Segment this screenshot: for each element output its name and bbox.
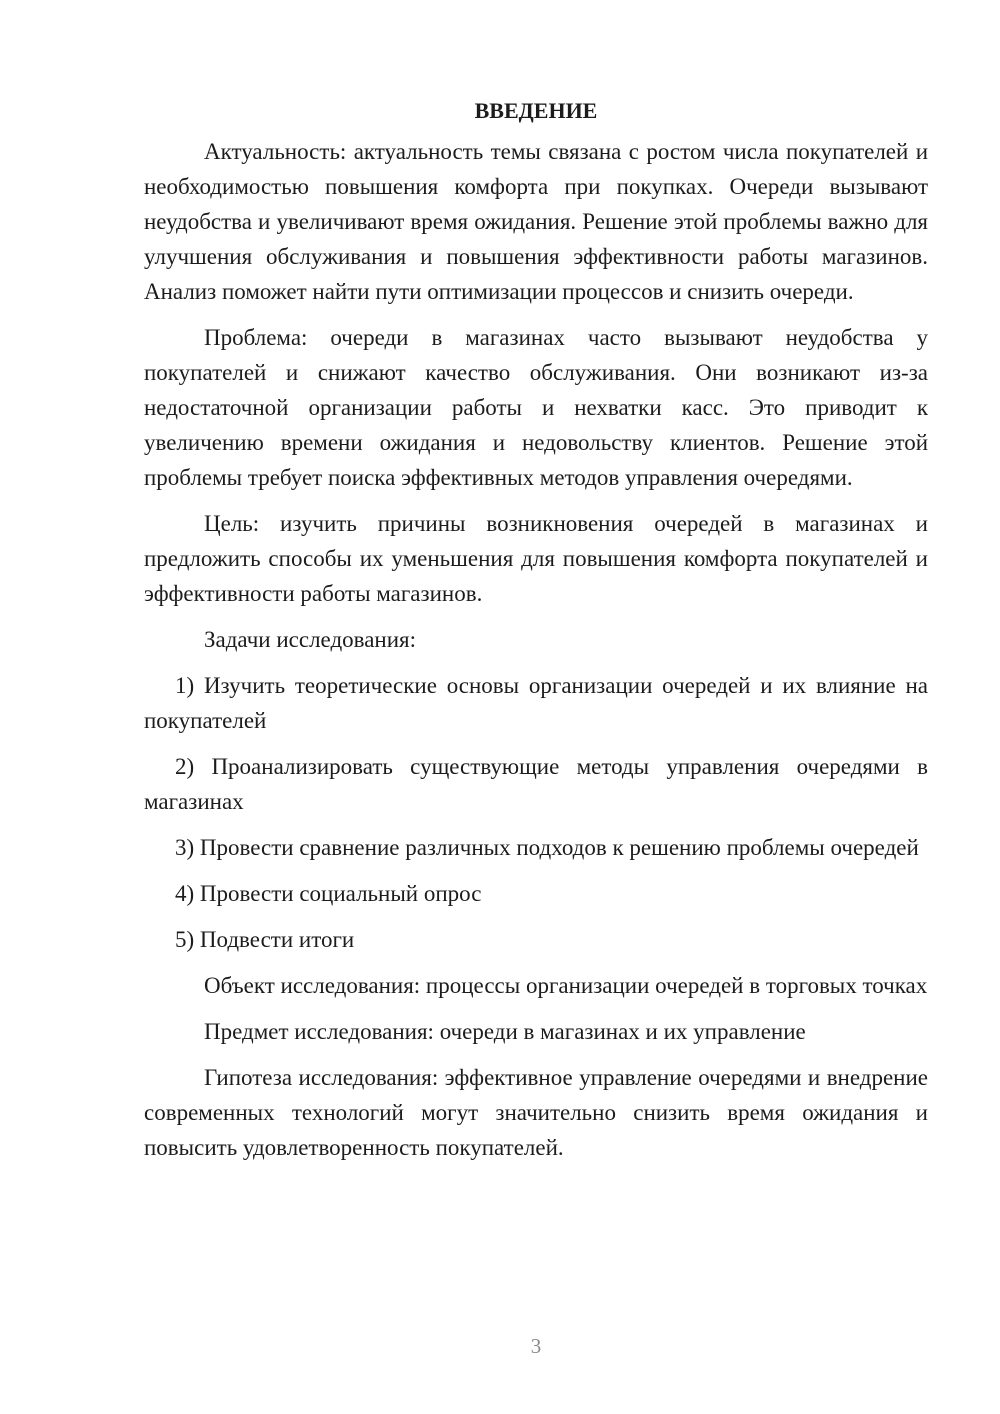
paragraph-tasks-heading: Задачи исследования:: [204, 627, 417, 652]
list-item: 5) Подвести итоги: [175, 927, 355, 952]
paragraph-relevance: Актуальность: актуальность темы связана с ростом числа покупателей и необходимостью повышения комфорта при покупках. Очереди вызывают неудобства и увеличивают время ожидания. Решение этой проблемы важно для улучшения обслуживания и повышения эффективности работы магазинов. Анализ поможет найти пути оптимизации процессов и снизить очереди.: [144, 139, 928, 304]
paragraph-problem: Проблема: очереди в магазинах часто вызывают неудобства у покупателей и снижают качество обслуживания. Они возникают из-за недостаточной организации работы и нехватки касс. Это приводит к увеличению времени ожидания и недовольству клиентов. Решение этой проблемы требует поиска эффективных методов управления очередями.: [144, 325, 928, 490]
paragraph-hypothesis: Гипотеза исследования: эффективное управление очередями и внедрение современных технологий могут значительно снизить время ожидания и повысить удовлетворенность покупателей.: [144, 1065, 928, 1160]
list-item: 2) Проанализировать существующие методы управления очередями в магазинах: [144, 754, 928, 814]
section-title: ВВЕДЕНИЕ: [474, 98, 598, 123]
paragraph-subject: Предмет исследования: очереди в магазинах и их управление: [204, 1019, 806, 1044]
paragraph-object: Объект исследования: процессы организации очередей в торговых точках: [204, 973, 928, 998]
page-number: 3: [530, 1334, 542, 1358]
list-item: 3) Провести сравнение различных подходов к решению проблемы очередей: [175, 835, 919, 860]
list-item: 4) Провести социальный опрос: [175, 881, 482, 906]
paragraph-goal: Цель: изучить причины возникновения очередей в магазинах и предложить способы их уменьшения для повышения комфорта покупателей и эффективности работы магазинов.: [144, 511, 928, 606]
list-item: 1) Изучить теоретические основы организации очередей и их влияние на покупателей: [144, 673, 928, 733]
page-content: [144, 93, 928, 1176]
